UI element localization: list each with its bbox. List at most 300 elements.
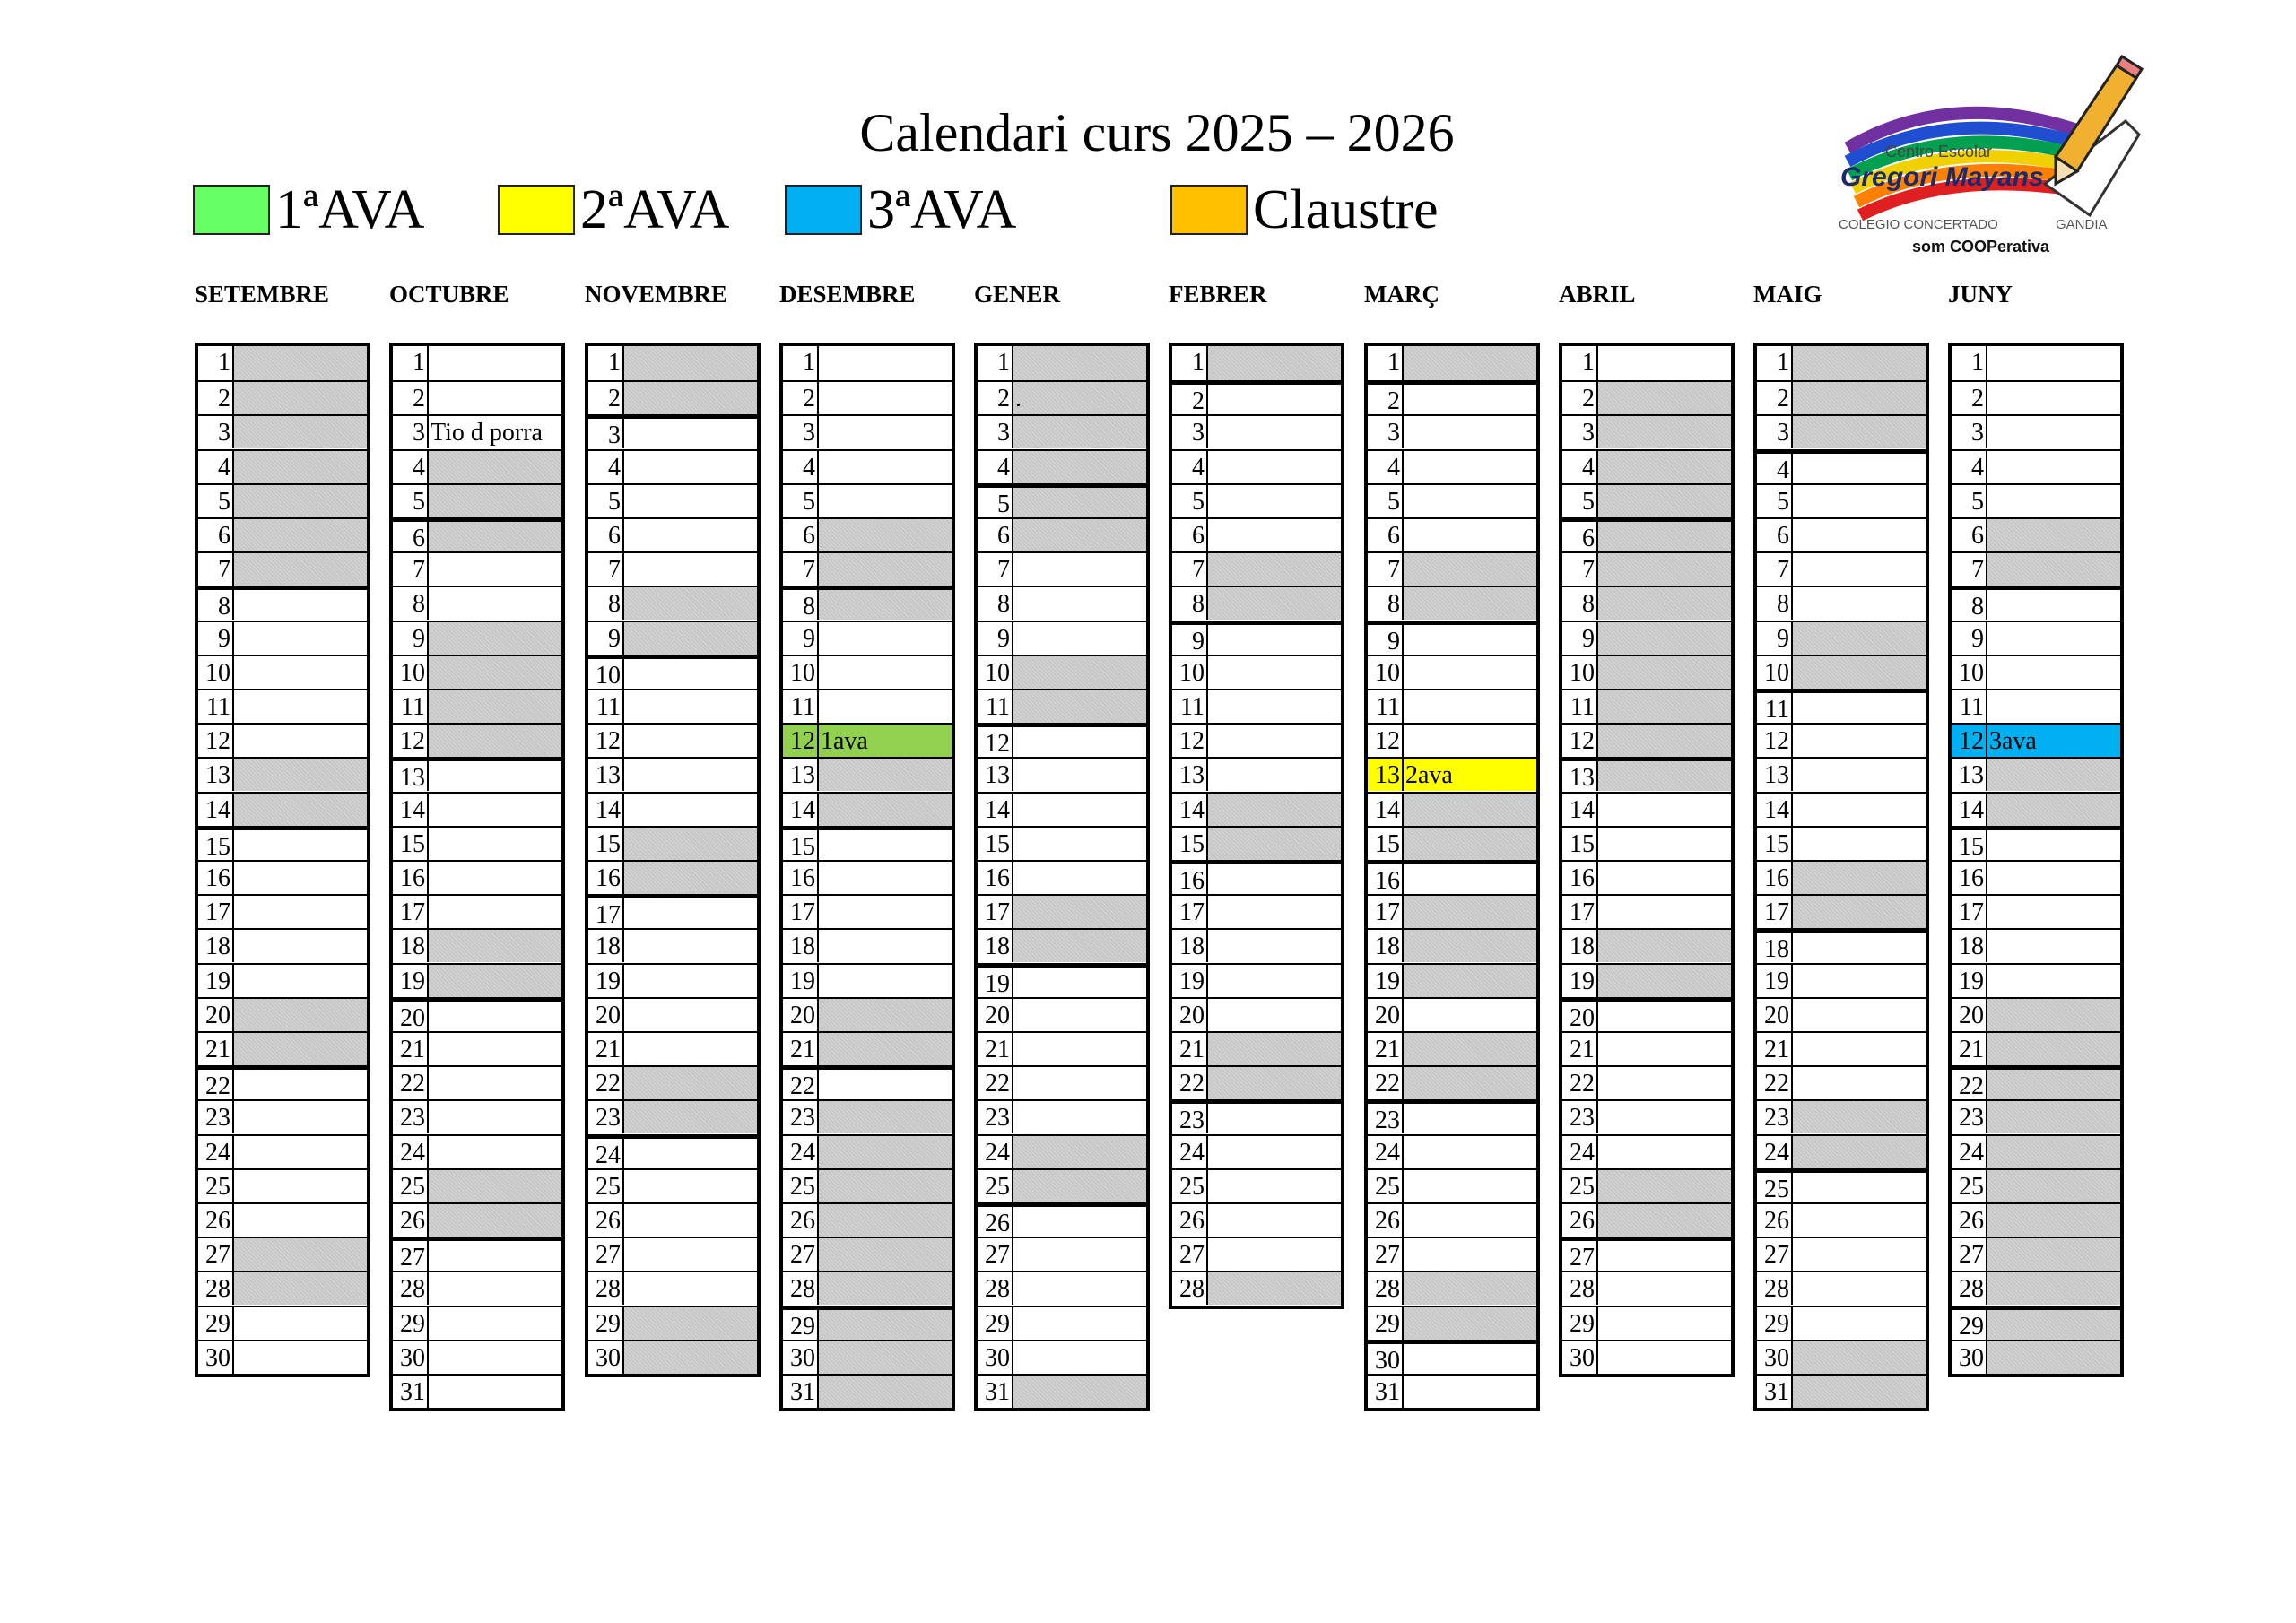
day-cell — [1598, 1241, 1731, 1271]
month-grid — [195, 343, 370, 1377]
day-cell — [234, 656, 367, 689]
day-number: 30 — [588, 1341, 624, 1374]
day-number: 16 — [1368, 864, 1404, 894]
day-row — [978, 346, 1146, 380]
day-cell — [819, 999, 952, 1031]
day-row — [588, 1237, 757, 1271]
day-cell — [234, 1238, 367, 1271]
day-cell — [1793, 933, 1926, 962]
day-row — [198, 860, 367, 894]
day-number: 1 — [393, 346, 429, 380]
day-cell — [1598, 416, 1731, 448]
day-row — [978, 1031, 1146, 1065]
day-cell — [1793, 896, 1926, 928]
month-name: NOVEMBRE — [585, 281, 728, 308]
day-row — [198, 757, 367, 791]
day-cell — [1404, 1307, 1536, 1340]
day-number: 3 — [1368, 416, 1404, 448]
day-cell — [1793, 485, 1926, 517]
day-cell — [234, 1170, 367, 1202]
day-number: 13 — [198, 759, 234, 791]
day-number: 13 — [1562, 761, 1598, 791]
day-row — [198, 1237, 367, 1271]
day-cell — [819, 1070, 952, 1099]
day-row — [198, 826, 367, 860]
day-row — [1952, 346, 2120, 380]
day-row — [1952, 586, 2120, 620]
day-row — [1562, 483, 1731, 517]
day-cell — [1598, 862, 1731, 894]
day-row — [1172, 860, 1341, 894]
day-row — [1562, 380, 1731, 414]
day-row — [393, 1202, 561, 1237]
day-cell — [1013, 519, 1146, 551]
day-row — [198, 894, 367, 928]
day-number: 25 — [588, 1170, 624, 1202]
day-number: 2 — [1757, 382, 1793, 414]
day-number: 18 — [978, 930, 1013, 962]
day-number: 7 — [393, 553, 429, 586]
day-row — [198, 1065, 367, 1099]
day-cell — [1404, 1136, 1536, 1168]
day-number: 22 — [1757, 1067, 1793, 1099]
day-row — [1952, 551, 2120, 586]
day-number: 28 — [1952, 1272, 1987, 1305]
day-row — [1368, 928, 1536, 962]
day-cell — [624, 862, 757, 894]
day-row — [783, 1168, 952, 1202]
day-row — [1757, 551, 1926, 586]
day-row — [393, 860, 561, 894]
logo-line-4: GANDIA — [2056, 217, 2108, 232]
day-row — [978, 723, 1146, 757]
day-cell — [1013, 1136, 1146, 1168]
day-row — [1172, 483, 1341, 517]
day-number: 4 — [198, 451, 234, 483]
day-cell — [429, 862, 561, 894]
day-row — [1172, 1237, 1341, 1271]
day-number: 3 — [978, 416, 1013, 448]
day-cell — [429, 1033, 561, 1065]
day-cell — [1404, 1376, 1536, 1408]
day-row — [783, 1202, 952, 1237]
day-row — [198, 551, 367, 586]
day-cell — [1404, 828, 1536, 860]
day-row — [1368, 826, 1536, 860]
day-row — [1757, 483, 1926, 517]
day-cell — [1013, 828, 1146, 860]
day-cell — [624, 346, 757, 380]
day-cell — [1793, 416, 1926, 448]
day-row — [978, 449, 1146, 483]
logo-line-1: Centro Escolar — [1885, 143, 1993, 161]
day-row — [1952, 1168, 2120, 1202]
day-row — [1757, 689, 1926, 723]
day-number: 28 — [393, 1272, 429, 1305]
day-number: 25 — [1952, 1170, 1987, 1202]
day-row — [1952, 1271, 2120, 1305]
day-number: 16 — [1562, 862, 1598, 894]
day-number: 3 — [588, 419, 624, 448]
day-cell — [234, 451, 367, 483]
day-cell — [1987, 1272, 2120, 1305]
day-row — [393, 723, 561, 757]
day-number: 30 — [393, 1341, 429, 1374]
day-number: 1 — [1952, 346, 1987, 380]
day-row — [1172, 1202, 1341, 1237]
day-row — [1562, 1099, 1731, 1133]
day-row — [1952, 449, 2120, 483]
day-cell — [1793, 587, 1926, 620]
day-row — [588, 997, 757, 1031]
day-number: 29 — [1952, 1310, 1987, 1340]
day-number: 11 — [1172, 690, 1208, 723]
day-cell — [819, 759, 952, 791]
day-cell — [1208, 828, 1341, 860]
day-row — [198, 1271, 367, 1305]
day-row — [1368, 655, 1536, 689]
day-number: 8 — [588, 587, 624, 620]
day-row — [588, 1099, 757, 1133]
day-number: 11 — [783, 690, 819, 723]
day-number: 13 — [1172, 759, 1208, 791]
day-cell — [429, 522, 561, 551]
day-row — [1562, 1031, 1731, 1065]
day-number: 12 — [1368, 725, 1404, 757]
day-cell — [1208, 690, 1341, 723]
day-cell — [234, 896, 367, 928]
day-cell — [624, 1033, 757, 1065]
day-row — [1368, 1237, 1536, 1271]
day-number: 14 — [1952, 794, 1987, 826]
day-number: 21 — [1952, 1033, 1987, 1065]
day-row — [1562, 1271, 1731, 1305]
day-number: 7 — [978, 553, 1013, 586]
day-cell — [1987, 553, 2120, 586]
day-cell — [1013, 968, 1146, 997]
day-row — [1172, 689, 1341, 723]
day-cell — [624, 451, 757, 483]
day-row — [1757, 723, 1926, 757]
day-row — [198, 792, 367, 826]
day-row — [588, 860, 757, 894]
month-name: MARÇ — [1364, 281, 1439, 308]
day-number: 17 — [1368, 896, 1404, 928]
day-cell — [624, 622, 757, 655]
day-cell — [624, 1307, 757, 1340]
day-cell — [1598, 761, 1731, 791]
day-number: 20 — [198, 999, 234, 1031]
legend-label: 3ªAVA — [867, 179, 1017, 240]
day-number: 9 — [1952, 622, 1987, 655]
day-number: 5 — [1757, 485, 1793, 517]
day-cell — [1013, 930, 1146, 962]
day-event-label: . — [1015, 385, 1022, 412]
day-cell — [234, 965, 367, 997]
day-number: 26 — [198, 1204, 234, 1237]
day-number: 17 — [393, 896, 429, 928]
day-number: 8 — [1952, 590, 1987, 620]
day-number: 2 — [978, 382, 1013, 414]
day-number: 8 — [393, 587, 429, 620]
day-number: 23 — [978, 1101, 1013, 1133]
day-row — [783, 483, 952, 517]
day-cell — [1793, 1033, 1926, 1065]
day-number: 20 — [783, 999, 819, 1031]
day-row — [198, 346, 367, 380]
day-number: 8 — [978, 587, 1013, 620]
day-row — [1562, 1306, 1731, 1340]
day-row — [1757, 1168, 1926, 1202]
day-cell — [1793, 519, 1926, 551]
day-cell — [1598, 587, 1731, 620]
day-row — [783, 689, 952, 723]
day-row — [978, 757, 1146, 791]
day-cell — [234, 830, 367, 860]
day-row — [393, 621, 561, 655]
day-row — [1562, 689, 1731, 723]
day-cell — [429, 485, 561, 517]
day-row — [1368, 621, 1536, 655]
day-row — [783, 928, 952, 962]
day-number: 12 — [198, 725, 234, 757]
legend-item — [193, 179, 425, 240]
day-number: 7 — [1368, 553, 1404, 586]
day-row — [1757, 1271, 1926, 1305]
day-number: 21 — [1368, 1033, 1404, 1065]
day-row — [1952, 894, 2120, 928]
day-cell — [819, 1310, 952, 1340]
day-cell — [1013, 656, 1146, 689]
day-number: 8 — [1172, 587, 1208, 620]
day-row — [1562, 517, 1731, 551]
day-number: 1 — [588, 346, 624, 380]
day-cell — [1208, 451, 1341, 483]
month-grid — [1559, 343, 1735, 1377]
day-number: 29 — [978, 1307, 1013, 1340]
day-cell — [624, 485, 757, 517]
day-number: 15 — [588, 828, 624, 860]
day-cell — [1404, 587, 1536, 620]
day-cell — [1987, 1238, 2120, 1271]
day-event-label: 2ava — [1405, 761, 1453, 789]
day-cell — [819, 622, 952, 655]
day-cell — [1987, 759, 2120, 791]
day-row — [1368, 792, 1536, 826]
day-row — [783, 655, 952, 689]
day-row — [1952, 928, 2120, 962]
day-row — [1368, 449, 1536, 483]
day-cell — [1404, 1238, 1536, 1271]
day-cell — [234, 1204, 367, 1237]
day-number: 25 — [1172, 1170, 1208, 1202]
day-number: 25 — [978, 1170, 1013, 1202]
day-cell — [1598, 828, 1731, 860]
day-row — [1172, 1065, 1341, 1099]
day-row — [1368, 963, 1536, 997]
logo-line-3: COLEGIO CONCERTADO — [1839, 217, 1998, 232]
day-row — [978, 1374, 1146, 1408]
day-number: 8 — [198, 590, 234, 620]
day-number: 23 — [1172, 1104, 1208, 1133]
day-cell — [1404, 999, 1536, 1031]
day-cell — [1208, 794, 1341, 826]
day-number: 15 — [1172, 828, 1208, 860]
day-number: 14 — [783, 794, 819, 826]
day-cell — [1404, 930, 1536, 962]
day-row — [1952, 1306, 2120, 1340]
day-row — [783, 860, 952, 894]
day-cell — [624, 794, 757, 826]
day-row — [1562, 860, 1731, 894]
day-number: 27 — [1757, 1238, 1793, 1271]
month-grid — [974, 343, 1150, 1411]
day-number: 15 — [1562, 828, 1598, 860]
day-row — [978, 860, 1146, 894]
day-row — [783, 346, 952, 380]
day-number: 18 — [1757, 933, 1793, 962]
day-number: 17 — [978, 896, 1013, 928]
day-number: 9 — [1757, 622, 1793, 655]
day-row — [1952, 963, 2120, 997]
day-row — [978, 792, 1146, 826]
day-number: 15 — [978, 828, 1013, 860]
day-cell — [1987, 1204, 2120, 1237]
day-cell — [1404, 625, 1536, 655]
day-row — [1562, 963, 1731, 997]
day-number: 1 — [783, 346, 819, 380]
day-cell — [429, 1272, 561, 1305]
day-number: 3 — [1952, 416, 1987, 448]
day-number: 24 — [978, 1136, 1013, 1168]
day-cell — [819, 382, 952, 414]
day-number: 13 — [1368, 759, 1404, 791]
day-row — [1562, 1065, 1731, 1099]
day-cell — [1013, 382, 1146, 414]
day-number: 10 — [783, 656, 819, 689]
day-row — [588, 1306, 757, 1340]
day-cell — [234, 759, 367, 791]
day-cell — [624, 659, 757, 689]
day-number: 7 — [588, 553, 624, 586]
day-cell — [1013, 759, 1146, 791]
day-row — [1368, 997, 1536, 1031]
legend-swatch — [785, 185, 862, 235]
day-row — [978, 689, 1146, 723]
day-cell — [1404, 519, 1536, 551]
day-number: 3 — [1172, 416, 1208, 448]
day-cell — [1793, 1101, 1926, 1133]
day-cell — [1208, 1170, 1341, 1202]
day-number: 12 — [1172, 725, 1208, 757]
day-number: 11 — [588, 690, 624, 723]
day-row — [1562, 346, 1731, 380]
day-cell — [819, 1341, 952, 1374]
day-row — [1172, 621, 1341, 655]
day-row — [588, 483, 757, 517]
day-row — [393, 894, 561, 928]
day-row — [1368, 1374, 1536, 1408]
day-cell — [819, 830, 952, 860]
day-cell — [819, 1204, 952, 1237]
day-number: 4 — [978, 451, 1013, 483]
day-row — [1368, 1099, 1536, 1133]
day-row — [1172, 380, 1341, 414]
day-cell — [1404, 896, 1536, 928]
day-cell — [624, 1272, 757, 1305]
day-number: 24 — [1368, 1136, 1404, 1168]
day-cell — [819, 1238, 952, 1271]
day-row — [588, 1168, 757, 1202]
day-row — [1757, 1306, 1926, 1340]
day-number: 3 — [393, 416, 429, 448]
day-cell — [234, 622, 367, 655]
day-number: 1 — [1757, 346, 1793, 380]
month-name: GENER — [974, 281, 1061, 308]
day-number: 29 — [588, 1307, 624, 1340]
day-number: 1 — [978, 346, 1013, 380]
day-row — [1757, 792, 1926, 826]
day-number: 10 — [1172, 656, 1208, 689]
day-number: 31 — [1368, 1376, 1404, 1408]
day-cell — [1793, 794, 1926, 826]
day-number: 11 — [393, 690, 429, 723]
day-number: 12 — [1757, 725, 1793, 757]
day-row — [393, 551, 561, 586]
day-row — [198, 380, 367, 414]
day-row — [393, 483, 561, 517]
day-number: 16 — [198, 862, 234, 894]
day-cell — [1598, 553, 1731, 586]
day-number: 22 — [588, 1067, 624, 1099]
day-number: 9 — [1368, 625, 1404, 655]
day-number: 13 — [588, 759, 624, 791]
day-row — [393, 1134, 561, 1168]
day-row — [1368, 1168, 1536, 1202]
day-number: 14 — [978, 794, 1013, 826]
day-number: 14 — [1757, 794, 1793, 826]
day-row — [1562, 414, 1731, 448]
day-cell — [234, 519, 367, 551]
day-number: 9 — [393, 622, 429, 655]
day-event-label: Tio d porra — [430, 419, 543, 447]
day-number: 5 — [588, 485, 624, 517]
day-number: 5 — [1368, 485, 1404, 517]
day-number: 9 — [1562, 622, 1598, 655]
day-row — [198, 689, 367, 723]
day-row — [1562, 655, 1731, 689]
day-number: 4 — [1368, 451, 1404, 483]
day-number: 7 — [1172, 553, 1208, 586]
day-cell — [1987, 999, 2120, 1031]
day-number: 24 — [393, 1136, 429, 1168]
day-number: 18 — [1952, 930, 1987, 962]
day-row — [978, 1202, 1146, 1237]
day-number: 16 — [783, 862, 819, 894]
day-number: 1 — [1562, 346, 1598, 380]
day-number: 5 — [1562, 485, 1598, 517]
logo-line-2: Gregori Mayans — [1840, 162, 2044, 192]
day-number: 4 — [393, 451, 429, 483]
day-cell — [1208, 930, 1341, 962]
day-row — [783, 963, 952, 997]
day-cell — [819, 590, 952, 620]
day-cell — [1404, 1104, 1536, 1133]
day-row — [978, 586, 1146, 620]
day-row — [1562, 997, 1731, 1031]
day-cell — [1013, 999, 1146, 1031]
day-number: 22 — [1368, 1067, 1404, 1099]
